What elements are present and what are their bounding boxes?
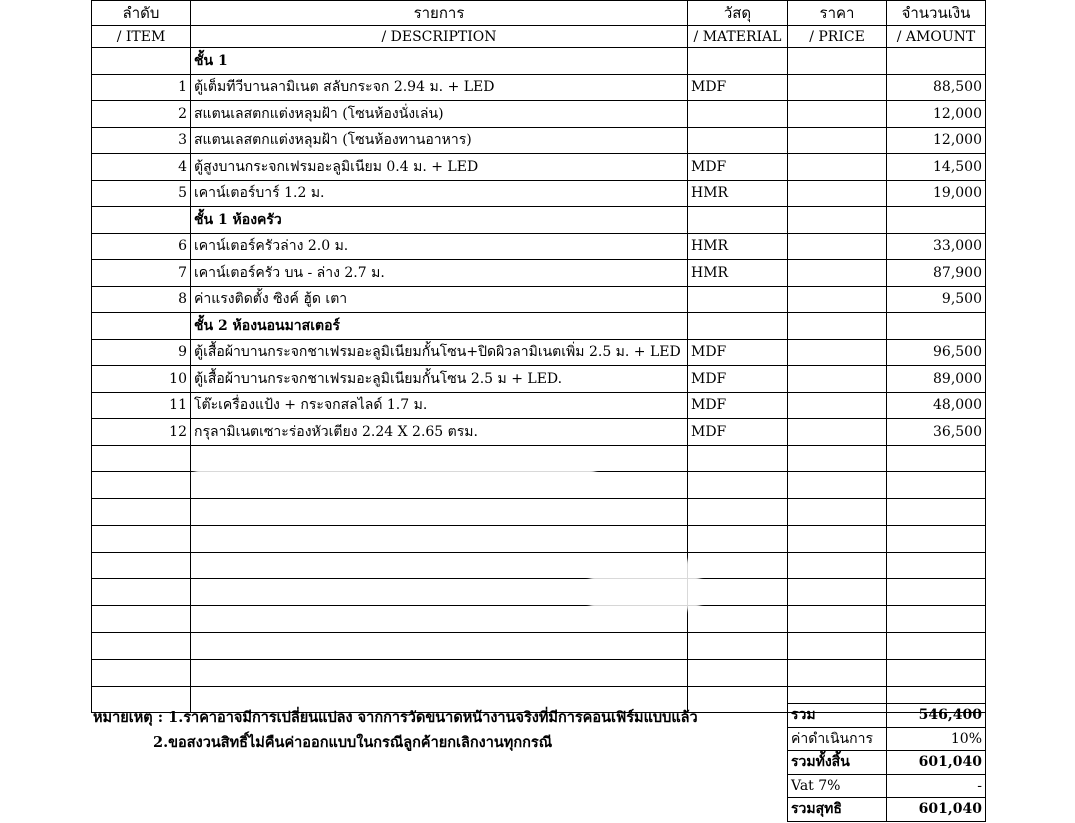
- header-desc-th: รายการ: [191, 1, 688, 26]
- header-item-th: ลำดับ: [92, 1, 191, 26]
- table-row: 5 เคาน์เตอร์บาร์ 1.2 ม. HMR 19,000: [92, 180, 986, 207]
- table-row: 7 เคาน์เตอร์ครัว บน - ล่าง 2.7 ม. HMR 87,900: [92, 260, 986, 287]
- remark-line-2: 2.ขอสงวนสิทธิ์ไม่คืนค่าออกแบบในกรณีลูกค้ายกเลิกงานทุกกรณี: [153, 734, 553, 751]
- table-row: 3 สแตนเลสตกแต่งหลุมฝ้า (โซนห้องทานอาหาร) 12,000: [92, 127, 986, 154]
- quotation-table: [91, 0, 986, 713]
- summary-row-total: รวมทั้งสิ้น 601,040: [788, 751, 986, 775]
- header-material-en: / MATERIAL: [688, 26, 788, 48]
- header-desc-en: / DESCRIPTION: [191, 26, 688, 48]
- header-amount-th: จำนวนเงิน: [887, 1, 986, 26]
- section-row: [92, 207, 986, 234]
- summary-row-vat: Vat 7% -: [788, 774, 986, 798]
- section-row: [92, 48, 986, 75]
- section-title: ชั้น 1 ห้องครัว: [191, 207, 688, 234]
- table-row: 11 โต๊ะเครื่องแป้ง + กระจกสลไลด์ 1.7 ม. MDF 48,000: [92, 392, 986, 419]
- summary-row-subtotal: รวม 546,400: [788, 704, 986, 728]
- empty-row: [92, 633, 986, 660]
- table-row: 9 ตู้เสื้อผ้าบานกระจกชาเฟรมอะลูมิเนียมกั้นโซน+ปิดผิวลามิเนตเพิ่ม 2.5 ม. + LED MDF 96,500: [92, 339, 986, 366]
- header-amount-en: / AMOUNT: [887, 26, 986, 48]
- empty-row: [92, 659, 986, 686]
- header-item-en: / ITEM: [92, 26, 191, 48]
- empty-row: [92, 499, 986, 526]
- header-price-th: ราคา: [788, 1, 887, 26]
- table-row: 2 สแตนเลสตกแต่งหลุมฝ้า (โซนห้องนั่งเล่น) 12,000: [92, 101, 986, 128]
- table-row: 4 ตู้สูงบานกระจกเฟรมอะลูมิเนียม 0.4 ม. + LED MDF 14,500: [92, 154, 986, 181]
- section-title: ชั้น 1: [191, 48, 688, 75]
- empty-row: [92, 606, 986, 633]
- section-title: ชั้น 2 ห้องนอนมาสเตอร์: [191, 313, 688, 340]
- section-row: [92, 313, 986, 340]
- summary-row-fee: ค่าดำเนินการ 10%: [788, 727, 986, 751]
- erased-area: [590, 560, 700, 610]
- summary-table: [787, 703, 986, 822]
- header-row-thai: [92, 1, 986, 26]
- table-row: 8 ค่าแรงติดตั้ง ซิงค์ ฮู้ด เตา 9,500: [92, 286, 986, 313]
- remark-line-1: หมายเหตุ : 1.ราคาอาจมีการเปลี่ยนแปลง จากการวัดขนาดหน้างานจริงที่มีการคอนเฟิร์มแบบแล้ว: [93, 709, 698, 726]
- table-row: 6 เคาน์เตอร์ครัวล่าง 2.0 ม. HMR 33,000: [92, 233, 986, 260]
- empty-row: [92, 525, 986, 552]
- header-material-th: วัสดุ: [688, 1, 788, 26]
- summary-row-net: รวมสุทธิ 601,040: [788, 798, 986, 822]
- header-price-en: / PRICE: [788, 26, 887, 48]
- table-row: 1 ตู้เต็มทีวีบานลามิเนต สลับกระจก 2.94 ม. + LED MDF 88,500: [92, 74, 986, 101]
- header-row-english: [92, 26, 986, 48]
- erased-area: [195, 465, 595, 485]
- empty-row: [92, 552, 986, 579]
- empty-row: [92, 579, 986, 606]
- table-row: 10 ตู้เสื้อผ้าบานกระจกชาเฟรมอะลูมิเนียมกั้นโซน 2.5 ม + LED. MDF 89,000: [92, 366, 986, 393]
- table-row: 12 กรุลามิเนตเซาะร่องหัวเตียง 2.24 X 2.65 ตรม. MDF 36,500: [92, 419, 986, 446]
